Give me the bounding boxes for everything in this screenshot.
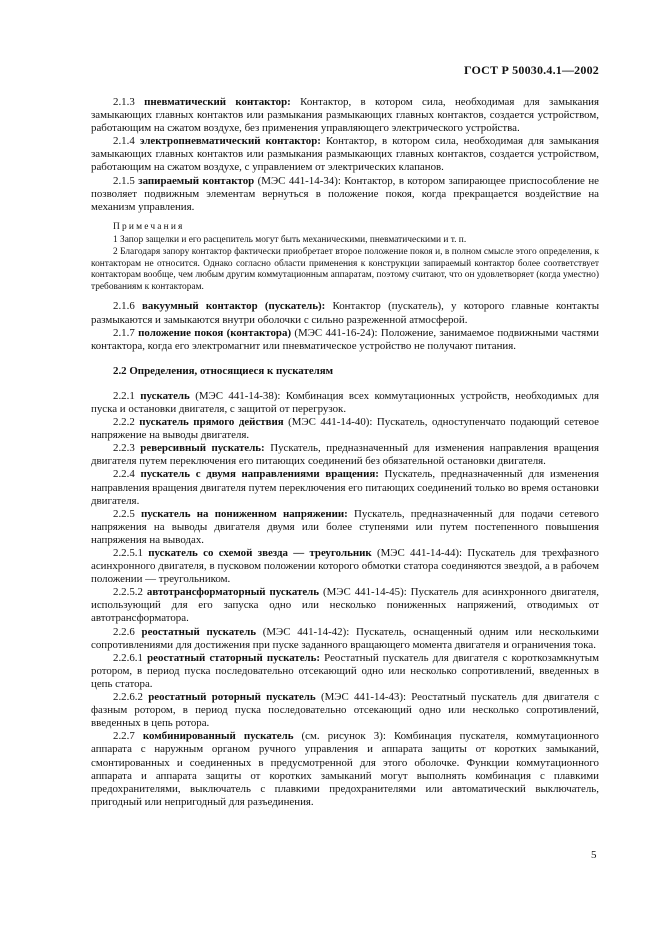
definition-text: (МЭС 441-14-42): Пускатель, оснащенный одним или несколькими сопротивлениями для достижения при пуске заданного вращающего момента двигателя и ограничения тока.	[91, 625, 599, 651]
definition-term: комбинированный пускатель	[142, 730, 294, 743]
definition-term: реостатный роторный пускатель	[148, 691, 316, 704]
definition-number: 2.2.5	[113, 507, 135, 520]
definition-term: пускатель с двумя направлениями вращения:	[140, 468, 379, 481]
definition-term: реостатный статорный пускатель:	[147, 651, 321, 664]
definition-paragraph	[91, 300, 599, 326]
notes-block	[91, 222, 599, 294]
definition-text: Реостатный пускатель для двигателя с короткозамкнутым ротором, в период пуска последовательно отсекающий одно или несколько сопротивлений, введенных в цепь статора.	[91, 651, 599, 690]
definition-paragraph	[91, 327, 599, 353]
definition-number: 2.1.5	[113, 174, 135, 187]
definition-text: (МЭС 441-14-43): Реостатный пускатель для двигателя с фазным ротором, в период пуска последовательно отсекающий одно или несколько сопротивлений, введенных в цепь ротора.	[91, 691, 599, 730]
spacer	[91, 293, 599, 300]
definition-paragraph	[91, 508, 599, 547]
definition-paragraph	[91, 547, 599, 586]
definition-number: 2.2.5.1	[113, 547, 143, 559]
definition-term: пускатель прямого действия	[139, 416, 284, 429]
definition-term: реостатный пускатель	[141, 625, 257, 638]
note-item: 2 Благодаря запору контактор фактически приобретает второе положение покоя и, в полном смысле этого определения, к контакторам не относится. Однако согласно области применения к конструкции запираемый контактор более соответствует контакторам вообще, чем любым другим коммутационным аппаратам, поэтому считают, что он удовлетворяет (когда уместно) требованиям к контакторам.	[91, 247, 599, 292]
definition-paragraph	[91, 416, 599, 442]
definition-number: 2.2.6.1	[113, 651, 143, 664]
page-content	[91, 96, 599, 809]
definition-term: пускатель со схемой звезда — треугольник	[148, 547, 372, 559]
definition-number: 2.2.1	[113, 389, 135, 402]
definition-number: 2.1.6	[113, 300, 135, 313]
definition-paragraph	[91, 652, 599, 691]
definition-text: Пускатель, предназначенный для изменения направления вращения двигателя путем переключения его питающих соединений без обязательной остановки двигателя.	[91, 442, 599, 468]
definition-number: 2.1.4	[113, 135, 135, 148]
definition-text: (см. рисунок 3): Комбинация пускателя, коммутационного аппарата с наружным органом ручного управления и аппарата защиты от коротких замыканий, смонтированных и соединенных в предусмотренной для этого оболочке. Функции коммутационного аппарата и аппарата защиты от коротких замыканий могут выполнять комбинация с плавкими предохранителями, выключатель с плавкими предохранителями или автоматический выключатель, пригодный или непригодный для разъединения.	[91, 730, 599, 808]
definition-text: Контактор, в котором сила, необходимая для замыкания замыкающих главных контактов или размыкания размыкающих главных контактов, создается устройством, работающим на сжатом воздухе, без применения управляющего электрического устройства.	[91, 96, 599, 135]
definition-number: 2.2.6	[113, 625, 135, 638]
definition-text: (МЭС 441-14-44): Пускатель для трехфазного асинхронного двигателя, в пусковом положении которого обмотки статора соединяются звездой, а в рабочем положении — треугольником.	[91, 547, 599, 586]
definition-text: (МЭС 441-16-24): Положение, занимаемое подвижными частями контактора, когда его электромагнит или пневматическое устройство не получают питания.	[91, 326, 600, 352]
definition-paragraph	[91, 175, 599, 214]
definition-term: пускатель	[140, 389, 190, 402]
definition-number: 2.2.6.2	[113, 691, 143, 704]
definition-paragraph	[91, 730, 599, 809]
definition-term: положение покоя (контактора)	[138, 326, 292, 339]
definition-text: Пускатель, предназначенный для изменения направления вращения двигателя путем переключения его питающих соединений только во время остановки двигателя.	[91, 468, 599, 507]
definition-paragraph	[91, 626, 599, 652]
definition-term: автотрансформаторный пускатель	[146, 586, 320, 599]
definition-text: Пускатель, предназначенный для подачи сетевого напряжения на выводы двигателя двумя или более ступенями или путем постепенного повышения напряжения на выводах.	[91, 507, 599, 546]
definition-number: 2.1.7	[113, 326, 135, 339]
definition-number: 2.2.3	[113, 442, 135, 455]
definition-number: 2.1.3	[113, 96, 135, 108]
definition-paragraph	[91, 96, 599, 135]
definition-term: электропневматический контактор:	[139, 135, 321, 148]
definition-term: запираемый контактор	[138, 174, 255, 187]
definition-text: (МЭС 441-14-38): Комбинация всех коммутационных устройств, необходимых для пуска и остановки двигателя, с защитой от перегрузок.	[91, 389, 600, 415]
definition-term: пускатель на пониженном напряжении:	[141, 507, 348, 520]
definition-text: Контактор, в котором сила, необходимая для замыкания замыкающих главных контактов или размыкания размыкающих главных контактов, создается устройством, работающим на сжатом воздухе, с управлением от электрических клапанов.	[91, 135, 599, 174]
page-number: 5	[591, 849, 597, 861]
definition-number: 2.2.2	[113, 416, 135, 429]
notes-title: Примечания	[113, 221, 185, 232]
definition-text: (МЭС 441-14-45): Пускатель для асинхронного двигателя, использующий для его запуска одно или несколько пониженных напряжений, отводимых от автотрансформатора.	[91, 586, 599, 625]
standard-header: ГОСТ Р 50030.4.1—2002	[463, 63, 599, 77]
definition-term: реверсивный пускатель:	[140, 442, 265, 455]
definition-paragraph	[91, 390, 599, 416]
definition-text: Контактор (пускатель), у которого главные контакты размыкаются и замыкаются внутри оболочки с сильно разреженной атмосферой.	[91, 300, 600, 326]
note-item: 1 Запор защелки и его расцепитель могут быть механическими, пневматическими и т. п.	[113, 235, 467, 246]
definition-paragraph	[91, 442, 599, 468]
definition-number: 2.2.5.2	[113, 586, 143, 599]
definition-number: 2.2.7	[113, 730, 135, 743]
definition-term: пневматический контактор:	[144, 96, 291, 108]
definition-text: (МЭС 441-14-40): Пускатель, одноступенчато подающий сетевое напряжение на выводы двигателя.	[91, 416, 599, 442]
definition-text: (МЭС 441-14-34): Контактор, в котором запирающее приспособление не позволяет подвижным элементам вернуться в положение покоя, когда прекращается воздействие на механизм управления.	[91, 174, 599, 213]
section-heading: 2.2 Определения, относящиеся к пускателям	[113, 364, 334, 377]
definition-paragraph	[91, 586, 599, 625]
definition-term: вакуумный контактор (пускатель):	[142, 300, 326, 313]
definition-paragraph	[91, 468, 599, 507]
definition-paragraph	[91, 135, 599, 174]
definition-number: 2.2.4	[113, 468, 135, 481]
definition-paragraph	[91, 691, 599, 730]
